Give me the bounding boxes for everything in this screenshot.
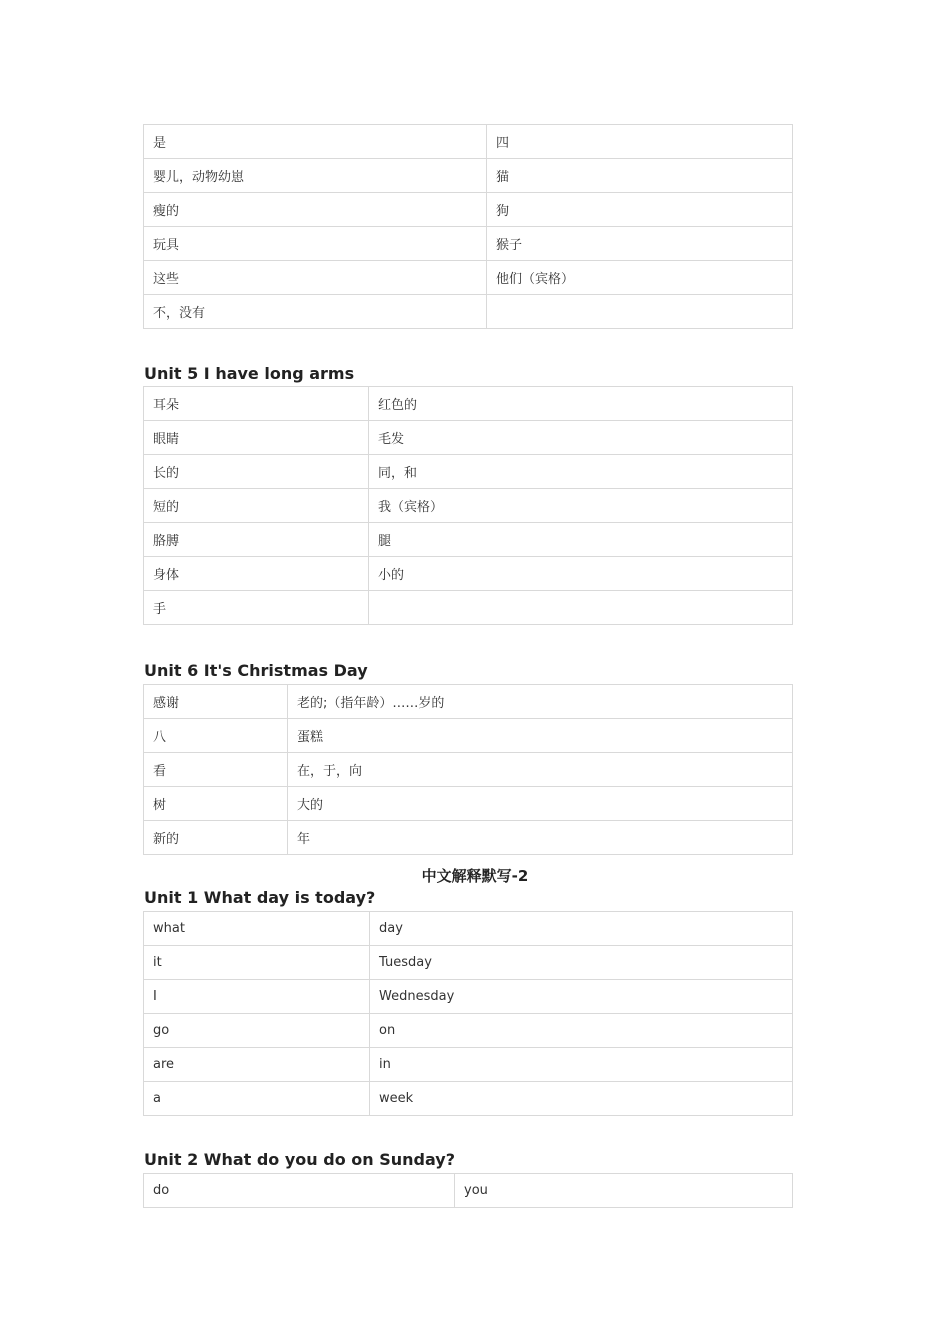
table-row [144, 159, 793, 193]
table-row [144, 821, 793, 855]
table-cell: 腿 [369, 523, 793, 557]
unit5-heading: Unit 5 I have long arms [144, 364, 355, 383]
table-cell: 婴儿，动物幼崽 [144, 159, 487, 193]
table-cell: 红色的 [369, 387, 793, 421]
table-row [144, 295, 793, 329]
table-row [144, 523, 793, 557]
table-cell: 小的 [369, 557, 793, 591]
vocab-table-unit2 [143, 1173, 792, 1208]
table-row [144, 125, 793, 159]
table-row [144, 261, 793, 295]
table-cell [369, 591, 793, 625]
table-cell: 不，没有 [144, 295, 487, 329]
table-cell: a [144, 1082, 370, 1116]
table-cell: Tuesday [370, 946, 793, 980]
table-cell: are [144, 1048, 370, 1082]
table-cell: 年 [288, 821, 793, 855]
table-row [144, 421, 793, 455]
table-row [144, 1014, 793, 1048]
table-row [144, 489, 793, 523]
vocab-table-unit5 [143, 386, 792, 625]
table-row [144, 685, 793, 719]
table-cell: 在，于，向 [288, 753, 793, 787]
table-cell: 老的;（指年龄）……岁的 [288, 685, 793, 719]
vocab-table-unit6 [143, 684, 792, 855]
table-row [144, 753, 793, 787]
table-row [144, 1048, 793, 1082]
table-row [144, 787, 793, 821]
table-cell: 手 [144, 591, 369, 625]
table-row [144, 387, 793, 421]
section-title: 中文解释默写-2 [421, 867, 529, 885]
table-row [144, 227, 793, 261]
unit1-heading: Unit 1 What day is today? [144, 888, 376, 907]
table-cell: I [144, 980, 370, 1014]
table-cell: 狗 [487, 193, 793, 227]
table-row [144, 912, 793, 946]
table-cell: 他们（宾格） [487, 261, 793, 295]
table-cell: 看 [144, 753, 288, 787]
table-cell: it [144, 946, 370, 980]
table-cell: 猴子 [487, 227, 793, 261]
table-row [144, 719, 793, 753]
table-cell: 玩具 [144, 227, 487, 261]
table-row [144, 946, 793, 980]
table-row [144, 1174, 793, 1208]
table-cell: 长的 [144, 455, 369, 489]
table-cell: you [455, 1174, 793, 1208]
table-row [144, 591, 793, 625]
table-cell: 这些 [144, 261, 487, 295]
table-cell: 猫 [487, 159, 793, 193]
vocab-table-top [143, 124, 792, 329]
table-row [144, 1082, 793, 1116]
table-cell: in [370, 1048, 793, 1082]
table-cell: 我（宾格） [369, 489, 793, 523]
table-cell: what [144, 912, 370, 946]
table-cell: 是 [144, 125, 487, 159]
table-cell: 瘦的 [144, 193, 487, 227]
table-cell: do [144, 1174, 455, 1208]
table-cell: on [370, 1014, 793, 1048]
table-cell: 胳膊 [144, 523, 369, 557]
table-row [144, 557, 793, 591]
table-cell: week [370, 1082, 793, 1116]
unit2-heading: Unit 2 What do you do on Sunday? [144, 1150, 455, 1169]
table-cell [487, 295, 793, 329]
table-cell: 感谢 [144, 685, 288, 719]
table-cell: 大的 [288, 787, 793, 821]
table-cell: 耳朵 [144, 387, 369, 421]
table-cell: day [370, 912, 793, 946]
table-cell: 八 [144, 719, 288, 753]
vocab-table-unit1 [143, 911, 792, 1116]
table-cell: 眼睛 [144, 421, 369, 455]
table-cell: 短的 [144, 489, 369, 523]
table-row [144, 193, 793, 227]
table-row [144, 980, 793, 1014]
table-cell: 身体 [144, 557, 369, 591]
table-cell: 同，和 [369, 455, 793, 489]
table-cell: 树 [144, 787, 288, 821]
table-cell: 四 [487, 125, 793, 159]
table-cell: Wednesday [370, 980, 793, 1014]
table-cell: 毛发 [369, 421, 793, 455]
table-row [144, 455, 793, 489]
table-cell: 蛋糕 [288, 719, 793, 753]
table-cell: 新的 [144, 821, 288, 855]
unit6-heading: Unit 6 It's Christmas Day [144, 661, 368, 680]
table-cell: go [144, 1014, 370, 1048]
